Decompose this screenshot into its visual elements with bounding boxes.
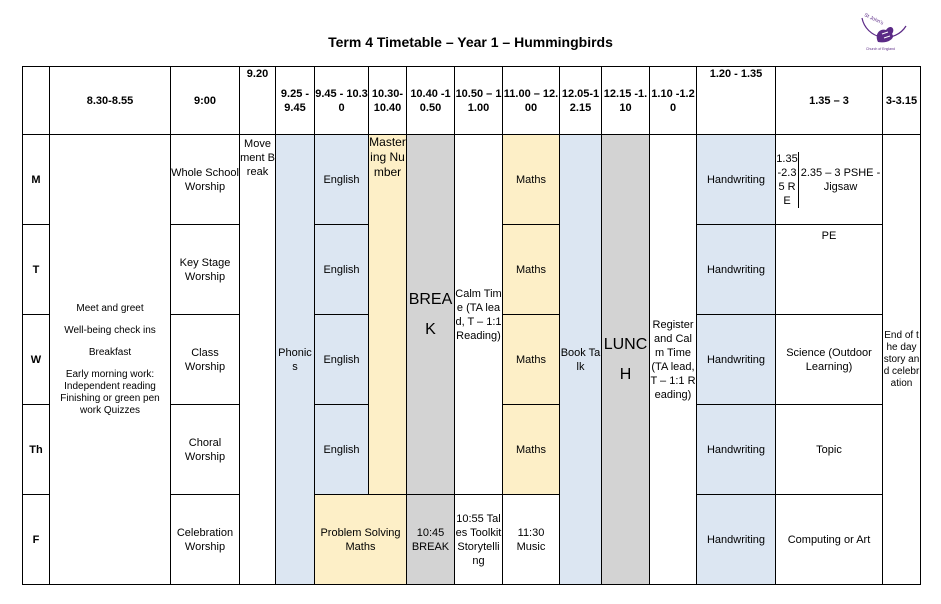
time-header: 10.40 -10.50 [407,67,455,135]
pe-cell: PE [776,225,883,315]
topic-cell: Topic [776,405,883,495]
day-label: Th [23,405,50,495]
day-label: F [23,495,50,585]
time-header: 9.25 - 9.45 [276,67,315,135]
day-label: M [23,135,50,225]
worship-cell: Key Stage Worship [171,225,240,315]
break-cell: BREAK [407,135,455,495]
calm-time-cell: Calm Time (TA lead, T – 1:1 Reading) [455,135,503,495]
timetable [22,66,921,585]
worship-cell: Celebration Worship [171,495,240,585]
book-talk-cell: Book Talk [560,135,602,585]
lunch-cell: LUNCH [602,135,650,585]
handwriting-cell: Handwriting [697,135,776,225]
end-of-day-cell: End of the day story and celebration [883,135,921,585]
science-cell: Science (Outdoor Learning) [776,315,883,405]
english-cell: English [315,315,369,405]
maths-cell: Maths [503,315,560,405]
english-cell: English [315,405,369,495]
monday-afternoon-split [776,152,882,208]
table-row [23,135,921,225]
time-header: 1.20 - 1.35 [697,67,776,135]
time-header: 3-3.15 [883,67,921,135]
maths-cell: Maths [503,135,560,225]
monday-afternoon-cell [776,135,883,225]
handwriting-cell: Handwriting [697,405,776,495]
time-header: 8.30-8.55 [50,67,171,135]
time-header: 9.20 [240,67,276,135]
svg-text:Church of England: Church of England [866,47,895,51]
handwriting-cell: Handwriting [697,495,776,585]
english-cell: English [315,225,369,315]
english-cell: English [315,135,369,225]
worship-cell: Class Worship [171,315,240,405]
meet-line: Meet and greet [76,302,144,314]
re-cell: 1.35-2.35 RE [776,152,798,207]
svg-text:St John's: St John's [863,12,885,27]
maths-cell: Maths [503,225,560,315]
meet-line: Breakfast [88,346,132,358]
phonics-cell: Phonics [276,135,315,585]
time-header: 11.00 – 12.00 [503,67,560,135]
time-header: 12.05-12.15 [560,67,602,135]
time-header: 9:00 [171,67,240,135]
computing-art-cell: Computing or Art [776,495,883,585]
handwriting-cell: Handwriting [697,225,776,315]
time-header: 10.30-10.40 [369,67,407,135]
time-header: 9.45 - 10.30 [315,67,369,135]
header-row [23,67,921,135]
handwriting-cell: Handwriting [697,315,776,405]
worship-cell: Whole School Worship [171,135,240,225]
meet-line: Early morning work: Independent reading Finishing or green pen work Quizzes [60,368,160,416]
time-header: 1.10 -1.20 [650,67,697,135]
corner-cell [23,67,50,135]
day-label: W [23,315,50,405]
school-logo [858,8,910,52]
time-header: 10.50 – 11.00 [455,67,503,135]
time-header: 12.15 -1.10 [602,67,650,135]
problem-solving-cell: Problem Solving Maths [315,495,407,585]
tales-toolkit-cell: 10:55 Tales Toolkit Storytelling [455,495,503,585]
break-friday-cell: 10:45 BREAK [407,495,455,585]
pshe-cell: 2.35 – 3 PSHE - Jigsaw [800,166,881,193]
time-header: 1.35 – 3 [776,67,883,135]
meet-and-greet-cell [50,135,171,585]
page-title: Term 4 Timetable – Year 1 – Hummingbirds [328,34,613,50]
maths-cell: Maths [503,405,560,495]
day-label: T [23,225,50,315]
meet-line: Well-being check ins [64,324,156,336]
register-calm-cell: Register and Calm Time (TA lead, T – 1:1 Reading) [650,135,697,585]
movement-break-cell: Movement Break [240,135,276,585]
mastering-number-cell: Mastering Number [369,135,407,495]
music-cell: 11:30 Music [503,495,560,585]
worship-cell: Choral Worship [171,405,240,495]
